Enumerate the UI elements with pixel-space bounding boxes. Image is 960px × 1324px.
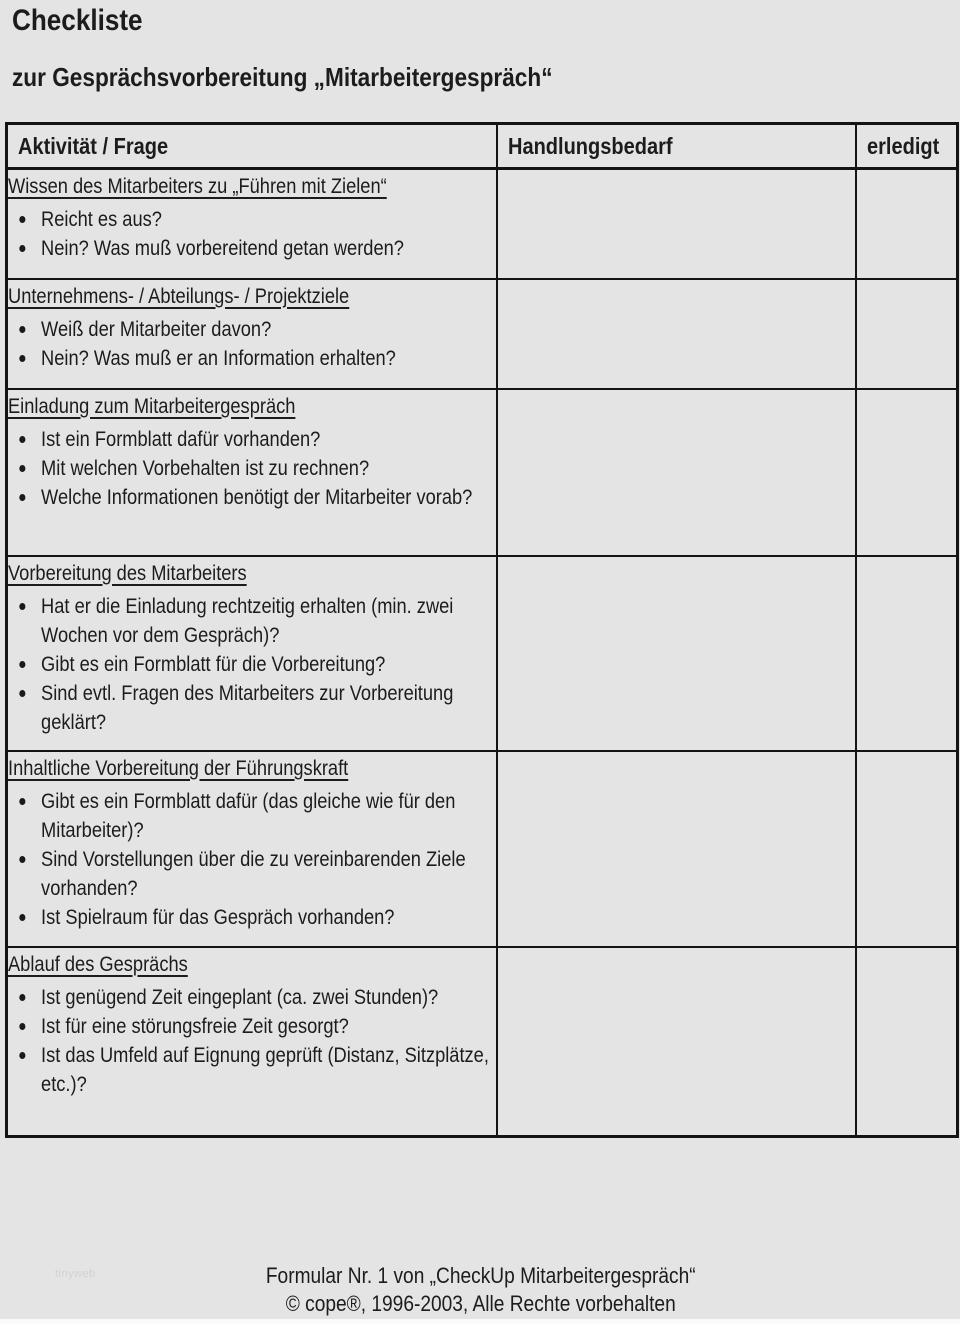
row-heading: Unternehmens- / Abteilungs- / Projektziele [8, 284, 350, 308]
bullet-list [8, 205, 496, 263]
bullet-list [8, 983, 496, 1099]
erledigt-cell [856, 389, 958, 556]
bullet-list [8, 315, 496, 373]
checklist-table [5, 122, 959, 1138]
handlungsbedarf-cell [497, 169, 856, 279]
erledigt-cell [856, 169, 958, 279]
activity-cell [7, 279, 497, 389]
page-subtitle: zur Gesprächsvorbereitung „Mitarbeitergespräch“ [12, 62, 553, 92]
table-row [7, 751, 958, 947]
table-row [7, 556, 958, 751]
row-heading: Wissen des Mitarbeiters zu „Führen mit Zielen“ [8, 175, 387, 198]
checklist-bullet: Ist das Umfeld auf Eignung geprüft (Distanz, Sitzplätze, etc.)? [8, 1041, 496, 1099]
row-heading: Inhaltliche Vorbereitung der Führungskraft [8, 756, 349, 780]
handlungsbedarf-cell [497, 947, 856, 1137]
checklist-bullet: Gibt es ein Formblatt für die Vorbereitung? [8, 650, 496, 679]
document-footer [5, 1262, 956, 1318]
checklist-bullet: Nein? Was muß vorbereitend getan werden? [8, 234, 496, 263]
checklist-bullet: Weiß der Mitarbeiter davon? [8, 315, 496, 344]
table-row [7, 947, 958, 1137]
checklist-bullet: Sind Vorstellungen über die zu vereinbarenden Ziele vorhanden? [8, 845, 496, 903]
activity-cell [7, 169, 497, 279]
row-heading: Einladung zum Mitarbeitergespräch [8, 394, 296, 418]
checklist-bullet: Ist Spielraum für das Gespräch vorhanden? [8, 903, 496, 932]
bullet-list [8, 425, 496, 512]
footer-form-number: Formular Nr. 1 von „CheckUp Mitarbeitergespräch“ [265, 1263, 696, 1288]
erledigt-cell [856, 947, 958, 1137]
handlungsbedarf-cell [497, 279, 856, 389]
bullet-list [8, 592, 496, 737]
table-row [7, 389, 958, 556]
handlungsbedarf-cell [497, 751, 856, 947]
checklist-bullet: Ist ein Formblatt dafür vorhanden? [8, 425, 496, 454]
checklist-bullet: Mit welchen Vorbehalten ist zu rechnen? [8, 454, 496, 483]
activity-cell [7, 389, 497, 556]
column-header-erledigt: erledigt [856, 124, 958, 169]
table-header-row [7, 124, 958, 169]
checklist-bullet: Gibt es ein Formblatt dafür (das gleiche wie für den Mitarbeiter)? [8, 787, 496, 845]
erledigt-cell [856, 751, 958, 947]
checklist-bullet: Reicht es aus? [8, 205, 496, 234]
column-header-handlungsbedarf: Handlungsbedarf [497, 124, 856, 169]
activity-cell [7, 556, 497, 751]
erledigt-cell [856, 556, 958, 751]
row-heading: Vorbereitung des Mitarbeiters [8, 561, 247, 585]
page-title: Checkliste [12, 4, 143, 37]
handlungsbedarf-cell [497, 556, 856, 751]
row-heading: Ablauf des Gesprächs [8, 952, 188, 976]
checklist-bullet: Sind evtl. Fragen des Mitarbeiters zur Vorbereitung geklärt? [8, 679, 496, 737]
checklist-bullet: Ist für eine störungsfreie Zeit gesorgt? [8, 1012, 496, 1041]
bullet-list [8, 787, 496, 932]
table-row [7, 279, 958, 389]
activity-cell [7, 947, 497, 1137]
checklist-bullet: Welche Informationen benötigt der Mitarbeiter vorab? [8, 483, 496, 512]
checklist-bullet: Ist genügend Zeit eingeplant (ca. zwei Stunden)? [8, 983, 496, 1012]
watermark: tinyweb [55, 1268, 96, 1280]
page-bottom-edge [0, 1319, 960, 1324]
footer-copyright: © cope®, 1996-2003, Alle Rechte vorbehalten [285, 1291, 676, 1316]
erledigt-cell [856, 279, 958, 389]
activity-cell [7, 751, 497, 947]
checklist-bullet: Nein? Was muß er an Information erhalten? [8, 344, 496, 373]
handlungsbedarf-cell [497, 389, 856, 556]
checklist-bullet: Hat er die Einladung rechtzeitig erhalten (min. zwei Wochen vor dem Gespräch)? [8, 592, 496, 650]
table-row [7, 169, 958, 279]
column-header-aktivitaet: Aktivität / Frage [7, 124, 497, 169]
